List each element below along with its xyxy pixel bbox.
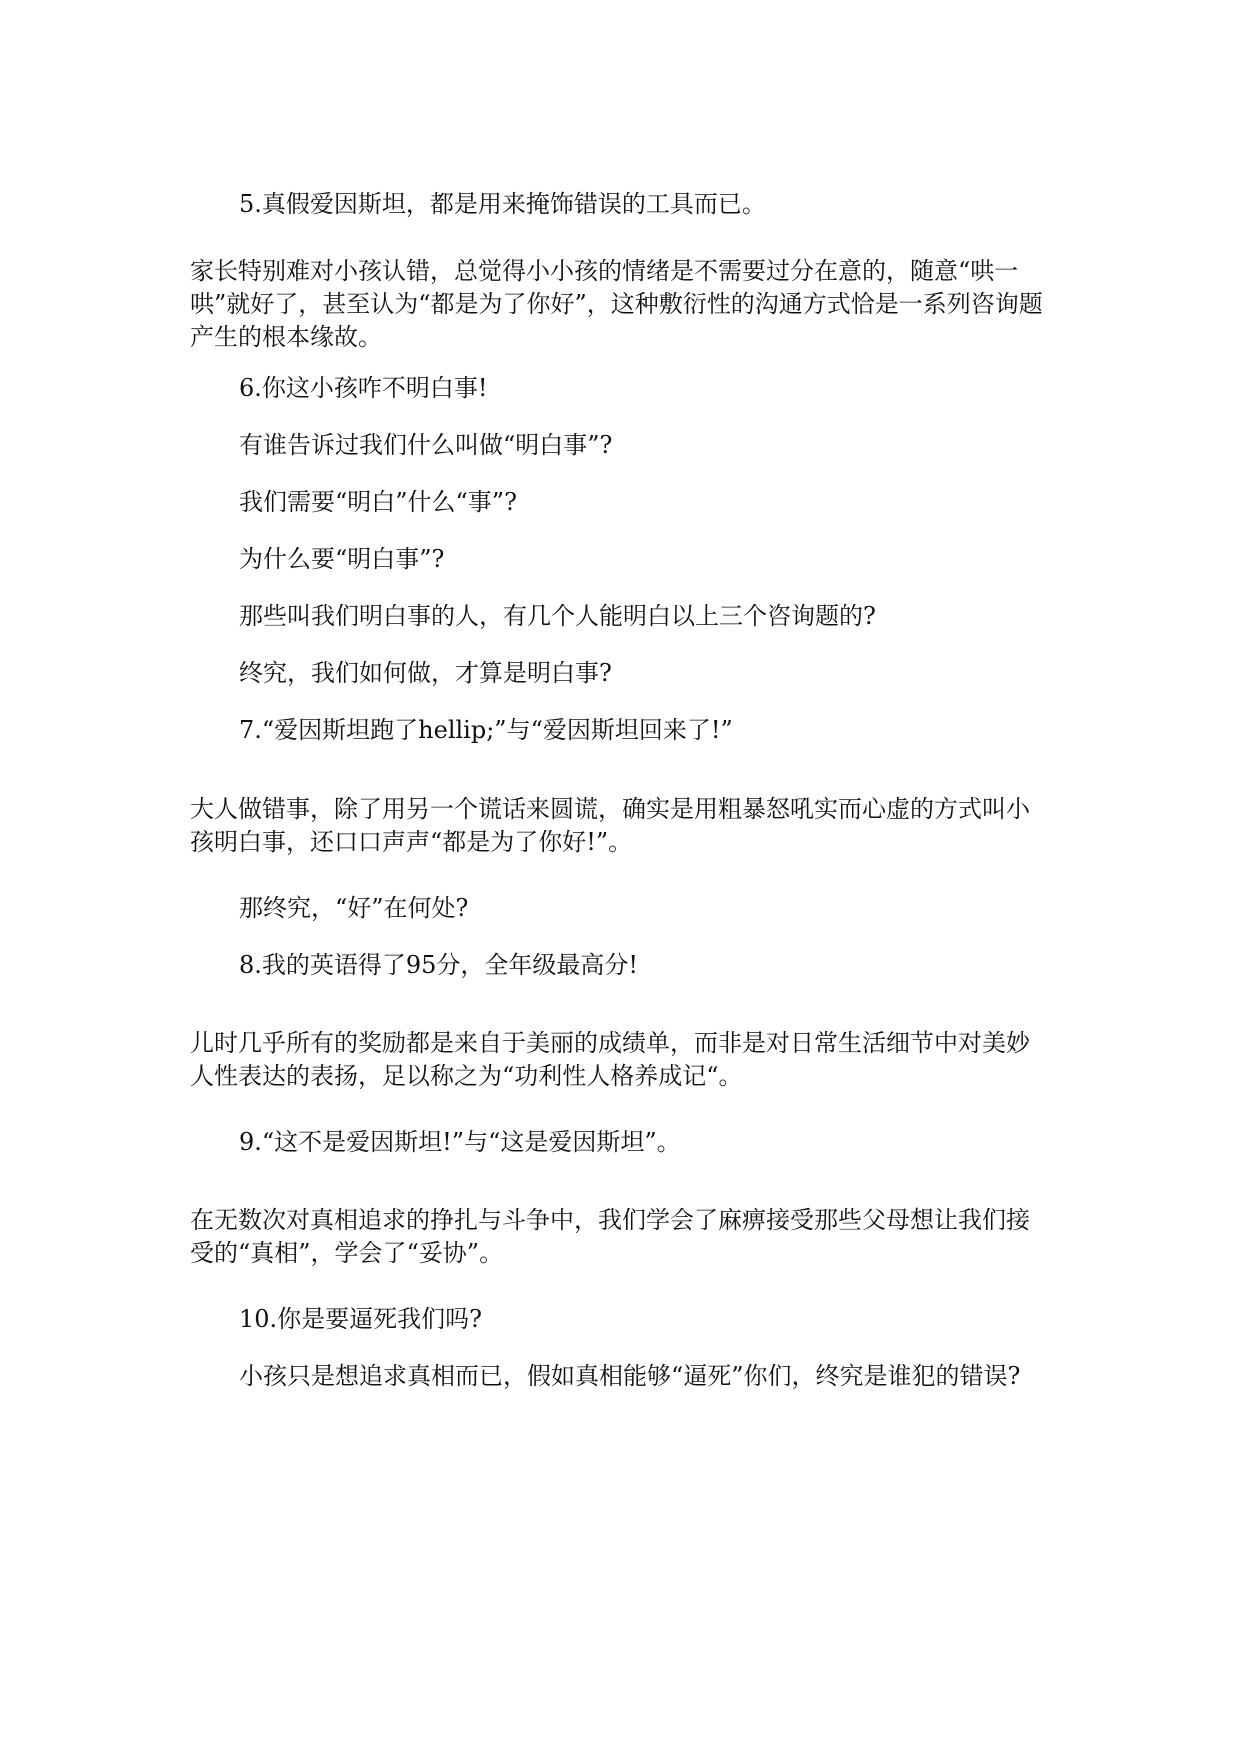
paragraph-question-4: 那些叫我们明白事的人，有几个人能明白以上三个咨询题的? — [239, 602, 876, 630]
paragraph-rewards: 儿时几乎所有的奖励都是来自于美丽的成绩单，而非是对日常生活细节中对美妙人性表达的表扬，足以称之为“功利性人格养成记“。 — [190, 1029, 1030, 1090]
paragraph-parents-apology: 家长特别难对小孩认错，总觉得小小孩的情绪是不需要过分在意的，随意“哄一哄”就好了，甚至认为“都是为了你好”，这种敷衍性的沟通方式恰是一系列咨询题产生的根本缘故。 — [190, 257, 1043, 351]
paragraph-question-5: 终究，我们如何做，才算是明白事? — [239, 659, 612, 687]
heading-item-7: 7.“爱因斯坦跑了hellip;”与“爱因斯坦回来了!” — [239, 716, 733, 744]
heading-item-5: 5.真假爱因斯坦，都是用来掩饰错误的工具而已。 — [239, 190, 766, 218]
heading-item-6: 6.你这小孩咋不明白事! — [239, 374, 488, 402]
paragraph-question-1: 有谁告诉过我们什么叫做“明白事”? — [239, 431, 613, 459]
heading-item-10: 10.你是要逼死我们吗? — [239, 1305, 483, 1333]
paragraph-question-2: 我们需要“明白”什么“事”? — [239, 488, 517, 516]
paragraph-adults-mistakes: 大人做错事，除了用另一个谎话来圆谎，确实是用粗暴怒吼实而心虚的方式叫小孩明白事，还口口声声“都是为了你好!”。 — [190, 795, 1030, 856]
heading-item-8: 8.我的英语得了95分，全年级最高分! — [239, 951, 639, 979]
heading-item-9: 9.“这不是爱因斯坦!”与“这是爱因斯坦”。 — [239, 1128, 681, 1156]
paragraph-question-3: 为什么要“明白事”? — [239, 545, 445, 573]
paragraph-compromise: 在无数次对真相追求的挣扎与斗争中，我们学会了麻痹接受那些父母想让我们接受的“真相”，学会了“妥协”。 — [190, 1206, 1030, 1267]
paragraph-where-good: 那终究，“好”在何处? — [239, 894, 469, 922]
paragraph-truth: 小孩只是想追求真相而已，假如真相能够“逼死”你们，终究是谁犯的错误? — [239, 1362, 1021, 1390]
